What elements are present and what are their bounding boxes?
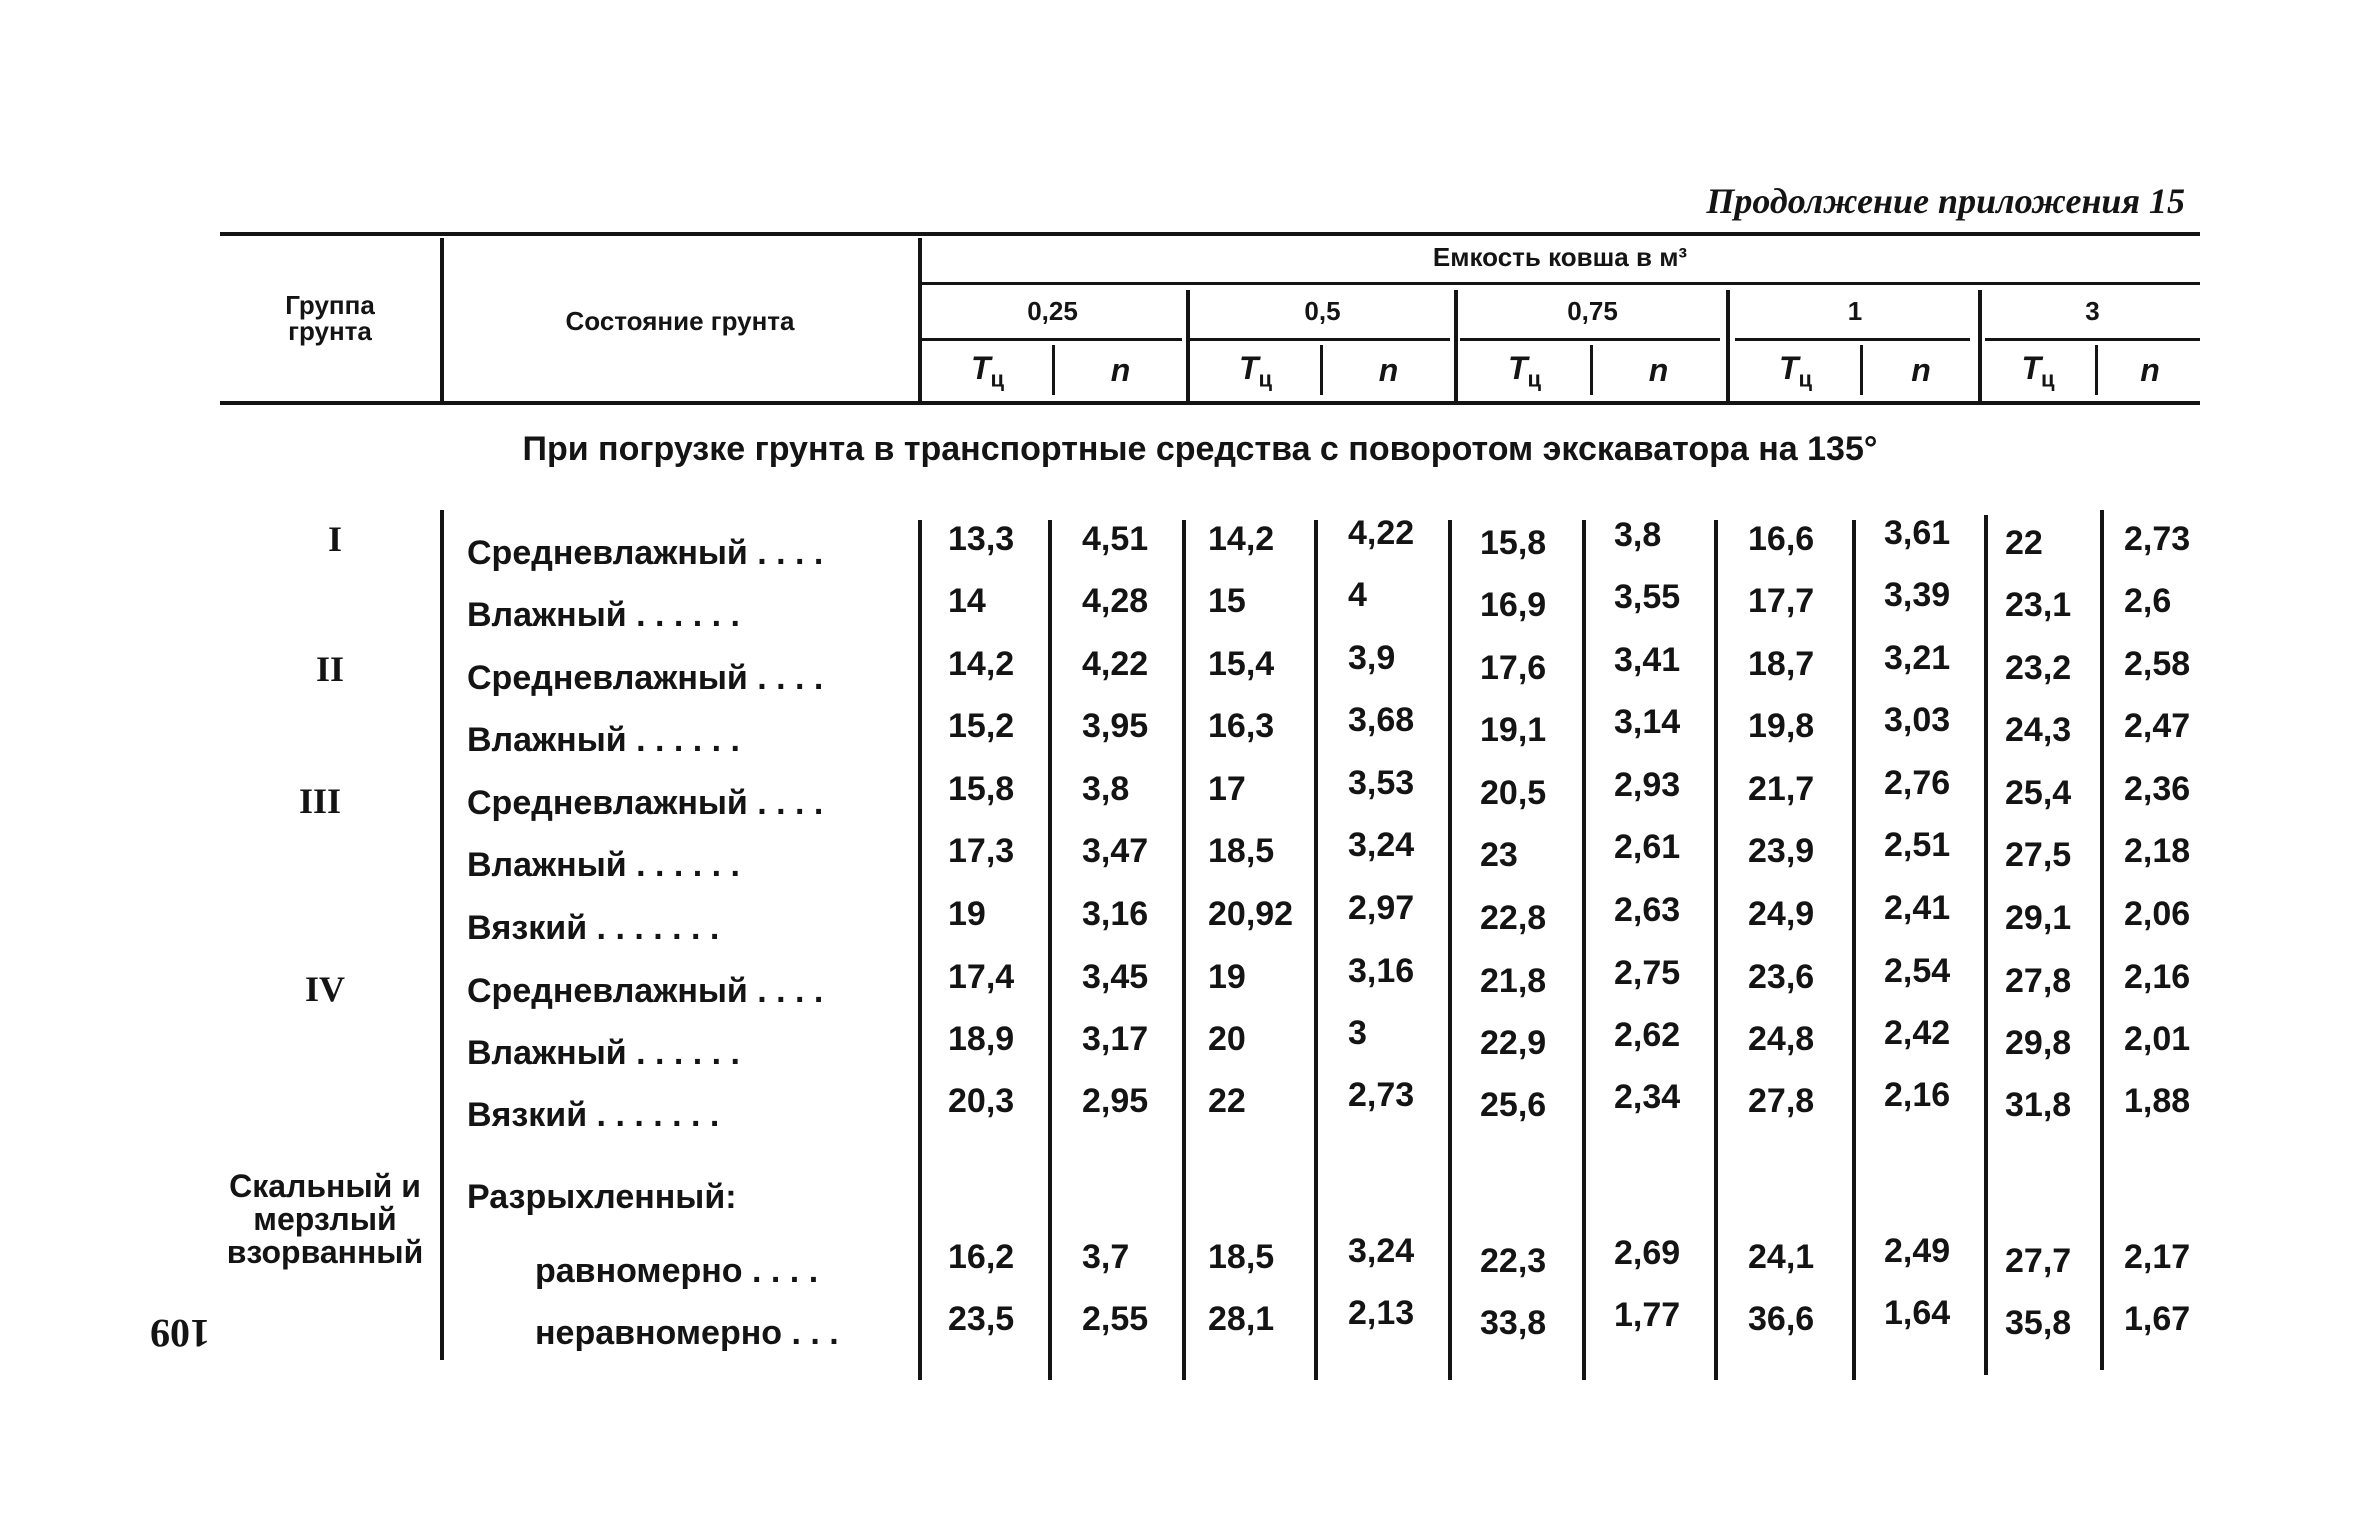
group-label: IV [304,969,345,1009]
body-col-line [918,520,922,1380]
table-cell: 16,6 [1748,520,1815,558]
table-cell: 15 [1208,582,1246,620]
table-cell: 3,16 [1082,895,1149,933]
table-cell: 18,5 [1208,1238,1275,1276]
table-cell: 23 [1480,836,1518,874]
n-header: n [1911,352,1931,388]
tc-header: $T_ц$ [970,350,1005,392]
table-cell: 14,2 [948,645,1015,683]
table-cell: 3,21 [1884,639,1951,677]
row-state: Средневлажный . . . . [467,659,824,697]
table-cell: 18,9 [948,1020,1015,1058]
body-col-line [1448,520,1452,1380]
table-cell: 33,8 [1480,1304,1547,1342]
header-bottom-rule [220,401,2200,405]
table-cell: 36,6 [1748,1300,1815,1338]
capacity-subrule [1190,338,1450,341]
capacity-value: 0,75 [1567,296,1618,326]
table-cell: 2,16 [2124,958,2191,996]
capacity-value: 1 [1847,296,1863,326]
table-cell: 2,93 [1614,766,1681,804]
table-cell: 2,41 [1884,889,1951,927]
capacity-subrule [1460,338,1720,341]
table-cell: 27,8 [1748,1082,1815,1120]
table-cell: 19,8 [1748,707,1815,745]
body-col-line [1182,520,1186,1380]
table-cell: 3,14 [1614,703,1681,741]
row-state: Влажный . . . . . . [467,596,740,634]
table-cell: 2,73 [1348,1076,1415,1114]
header-col-line [1052,345,1055,395]
table-cell: 2,13 [1348,1294,1415,1332]
capacity-value: 0,25 [1027,296,1078,326]
table-cell: 27,8 [2005,962,2072,1000]
table-cell: 25,4 [2005,774,2072,812]
table-cell: 1,88 [2124,1082,2191,1120]
table-cell: 1,77 [1614,1296,1681,1334]
table-cell: 2,06 [2124,895,2191,933]
table-cell: 2,62 [1614,1016,1681,1054]
capacity-value: 3 [2085,296,2100,326]
table-cell: 2,51 [1884,826,1951,864]
table-cell: 15,2 [948,707,1015,745]
table-cell: 22,3 [1480,1242,1547,1280]
table-cell: 2,76 [1884,764,1951,802]
table-cell: 29,1 [2005,899,2072,937]
body-col-line [2100,510,2104,1370]
table-cell: 17,7 [1748,582,1815,620]
row-state: неравномерно . . . [535,1314,839,1352]
table-cell: 3,8 [1082,770,1130,808]
table-cell: 3,8 [1614,516,1662,554]
table-cell: 4,22 [1348,514,1415,552]
table-cell: 22 [2005,524,2043,562]
table-cell: 15,8 [948,770,1015,808]
table-cell: 17,6 [1480,649,1547,687]
table-cell: 2,97 [1348,889,1415,927]
table-cell: 2,47 [2124,707,2191,745]
table-cell: 23,5 [948,1300,1015,1338]
tc-header: $T_ц$ [1778,350,1813,392]
table-cell: 2,16 [1884,1076,1951,1114]
body-col-line [1048,520,1052,1380]
table-cell: 4,28 [1082,582,1149,620]
table-cell: 35,8 [2005,1304,2072,1342]
body-col-line [1984,515,1988,1375]
header-col-line [1590,345,1593,395]
table-cell: 4,22 [1082,645,1149,683]
body-col-line [1582,520,1586,1380]
table-cell: 3 [1348,1014,1367,1052]
table-cell: 17,3 [948,832,1015,870]
capacity-rule [920,282,2200,285]
table-cell: 15,4 [1208,645,1275,683]
table-cell: 4,51 [1082,520,1149,558]
table-cell: 22 [1208,1082,1246,1120]
group-label: I [327,519,342,559]
table-cell: 2,73 [2124,520,2191,558]
table-cell: 3,24 [1348,1232,1415,1270]
row-state: Средневлажный . . . . [467,784,824,822]
group-label: II [315,649,345,689]
header-group: Группа грунта [285,290,375,346]
table-cell: 3,61 [1884,514,1951,552]
header-col-line [1860,345,1863,395]
table-cell: 2,6 [2124,582,2172,620]
row-state: равномерно . . . . [535,1252,819,1290]
table-cell: 3,03 [1884,701,1951,739]
table-cell: 3,47 [1082,832,1149,870]
table-cell: 13,3 [948,520,1015,558]
table-cell: 17,4 [948,958,1015,996]
table-cell: 20,92 [1208,895,1294,933]
header-col-line [440,238,444,401]
table-cell: 19,1 [1480,711,1547,749]
n-header: n [1110,352,1131,388]
table-cell: 3,16 [1348,952,1415,990]
table-cell: 18,7 [1748,645,1815,683]
table-cell: 2,95 [1082,1082,1149,1120]
row-state: Влажный . . . . . . [467,721,740,759]
table-cell: 20,3 [948,1082,1015,1120]
table-cell: 23,6 [1748,958,1815,996]
header-col-line [2095,345,2098,395]
table-cell: 2,01 [2124,1020,2191,1058]
header-col-line [1320,345,1323,395]
table-cell: 4 [1348,576,1367,614]
capacity-subrule [1985,338,2200,341]
section-title: При погрузке грунта в транспортные средства с поворотом экскаватора на 135° [522,430,1878,468]
rock-intro: Разрыхленный: [467,1178,737,1216]
table-cell: 3,39 [1884,576,1951,614]
table-cell: 27,5 [2005,836,2072,874]
table-cell: 2,36 [2124,770,2191,808]
tc-header: $T_ц$ [1507,350,1542,392]
table-cell: 14 [948,582,986,620]
table-cell: 2,42 [1884,1014,1951,1052]
page-caption: Продолжение приложения 15 [1706,181,2185,221]
table-cell: 19 [948,895,986,933]
row-state: Влажный . . . . . . [467,1034,740,1072]
capacity-subrule [1735,338,1970,341]
row-state: Вязкий . . . . . . . [467,909,720,947]
header-state: Состояние грунта [565,306,795,336]
table-cell: 17 [1208,770,1246,808]
table-cell: 21,7 [1748,770,1815,808]
table-cell: 24,9 [1748,895,1815,933]
table-cell: 16,9 [1480,586,1547,624]
table-cell: 3,68 [1348,701,1415,739]
table-cell: 2,75 [1614,954,1681,992]
table-cell: 3,55 [1614,578,1681,616]
n-header: n [1378,352,1399,388]
table-cell: 3,9 [1348,639,1396,677]
table-cell: 18,5 [1208,832,1275,870]
table-cell: 27,7 [2005,1242,2072,1280]
table-cell: 23,9 [1748,832,1815,870]
table-cell: 1,67 [2124,1300,2191,1338]
table-cell: 2,63 [1614,891,1681,929]
table-cell: 2,34 [1614,1078,1681,1116]
table-cell: 24,8 [1748,1020,1815,1058]
table-cell: 3,95 [1082,707,1149,745]
tc-header: $T_ц$ [2021,350,2055,392]
n-header: n [1648,352,1669,388]
table-cell: 2,18 [2124,832,2191,870]
table-cell: 3,53 [1348,764,1415,802]
page-number: 109 [150,1311,210,1356]
table-cell: 25,6 [1480,1086,1547,1124]
table-cell: 22,9 [1480,1024,1547,1062]
table-cell: 3,7 [1082,1238,1130,1276]
table-cell: 16,3 [1208,707,1275,745]
table-cell: 2,17 [2124,1238,2191,1276]
table-cell: 29,8 [2005,1024,2072,1062]
table-cell: 21,8 [1480,962,1547,1000]
n-header: n [2140,352,2160,388]
table-cell: 2,61 [1614,828,1681,866]
row-state: Средневлажный . . . . [467,534,824,572]
table-cell: 24,3 [2005,711,2072,749]
table-cell: 20 [1208,1020,1246,1058]
header-top-rule [220,232,2200,236]
body-col-line [1852,520,1856,1380]
table-cell: 16,2 [948,1238,1015,1276]
tc-header: $T_ц$ [1238,350,1273,392]
table-cell: 2,58 [2124,645,2191,683]
table-cell: 15,8 [1480,524,1547,562]
group-label: III [298,781,342,821]
table-cell: 28,1 [1208,1300,1275,1338]
table-cell: 2,49 [1884,1232,1951,1270]
table-cell: 2,55 [1082,1300,1149,1338]
row-state: Влажный . . . . . . [467,846,740,884]
table-cell: 2,69 [1614,1234,1681,1272]
table-cell: 24,1 [1748,1238,1815,1276]
body-col-line [1314,520,1318,1380]
table-cell: 2,54 [1884,952,1951,990]
table-cell: 14,2 [1208,520,1275,558]
table-cell: 23,2 [2005,649,2072,687]
table-cell: 19 [1208,958,1246,996]
capacity-value: 0,5 [1304,296,1341,326]
group-label-rock: Скальный и мерзлый взорванный [226,1168,424,1270]
table-cell: 1,64 [1884,1294,1951,1332]
table-cell: 3,24 [1348,826,1415,864]
table-cell: 3,41 [1614,641,1681,679]
row-state: Средневлажный . . . . [467,972,824,1010]
capacity-subrule [920,338,1182,341]
table-cell: 31,8 [2005,1086,2072,1124]
table-cell: 3,17 [1082,1020,1149,1058]
row-state: Вязкий . . . . . . . [467,1096,720,1134]
table-cell: 23,1 [2005,586,2072,624]
header-capacity: Емкость ковша в м³ [1432,242,1688,272]
body-col-line [1714,520,1718,1380]
table-cell: 22,8 [1480,899,1547,937]
table-cell: 20,5 [1480,774,1547,812]
table-cell: 3,45 [1082,958,1149,996]
